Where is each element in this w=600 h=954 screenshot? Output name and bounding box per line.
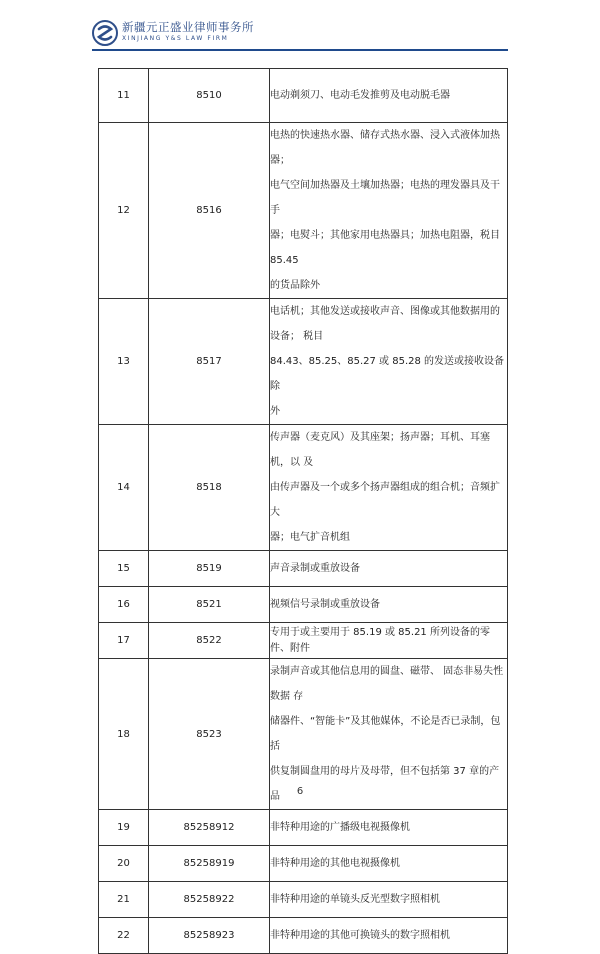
description-line: 声音录制或重放设备 (270, 562, 360, 574)
tariff-code: 85258923 (149, 918, 270, 954)
description-line: 电热的快速热水器、储存式热水器、浸入式液体加热器； (270, 130, 500, 166)
description-line: 非特种用途的单镜头反光型数字照相机 (270, 893, 440, 905)
description-line: 器；电熨斗；其他家用电热器具；加热电阻器，税目 85.45 (270, 230, 500, 266)
goods-description (270, 587, 508, 623)
goods-description (270, 425, 508, 551)
table-row (99, 551, 508, 587)
tariff-code: 8516 (149, 123, 270, 299)
row-number: 13 (99, 299, 149, 425)
goods-description (270, 810, 508, 846)
goods-description (270, 918, 508, 954)
table-row (99, 123, 508, 299)
description-line: 非特种用途的广播级电视摄像机 (270, 821, 410, 833)
tariff-code: 8510 (149, 69, 270, 123)
description-line: 外 (270, 406, 280, 417)
description-line: 器；电气扩音机组 (270, 532, 350, 543)
firm-name: 新疆元正盛业律师事务所 (122, 20, 254, 34)
tariff-code: 8521 (149, 587, 270, 623)
row-number: 18 (99, 659, 149, 810)
table-row (99, 299, 508, 425)
description-line: 供复制圆盘用的母片及母带，但不包括第 37 章的产品 (270, 766, 500, 802)
tariff-code: 8517 (149, 299, 270, 425)
row-number: 14 (99, 425, 149, 551)
row-number: 16 (99, 587, 149, 623)
row-number: 22 (99, 918, 149, 954)
row-number: 12 (99, 123, 149, 299)
table-row (99, 623, 508, 659)
letterhead (92, 18, 352, 48)
description-line: 电话机；其他发送或接收声音、图像或其他数据用的设备； 税目 (270, 306, 500, 342)
table-row (99, 846, 508, 882)
row-number: 19 (99, 810, 149, 846)
description-line: 非特种用途的其他电视摄像机 (270, 857, 400, 869)
tariff-code: 8518 (149, 425, 270, 551)
row-number: 21 (99, 882, 149, 918)
description-line: 电气空间加热器及土壤加热器；电热的理发器具及干手 (270, 180, 500, 216)
tariff-code: 8522 (149, 623, 270, 659)
table-row (99, 810, 508, 846)
goods-table (98, 68, 508, 954)
description-line: 录制声音或其他信息用的圆盘、磁带、 固态非易失性数据 存 (270, 666, 504, 702)
table-row (99, 587, 508, 623)
goods-description (270, 69, 508, 123)
row-number: 20 (99, 846, 149, 882)
row-number: 11 (99, 69, 149, 123)
description-line: 传声器（麦克风）及其座架；扬声器；耳机、耳塞机，以 及 (270, 432, 490, 468)
description-line: 电动剃须刀、电动毛发推剪及电动脱毛器 (270, 89, 450, 101)
page-number: 6 (296, 786, 304, 797)
row-number: 15 (99, 551, 149, 587)
tariff-code: 85258919 (149, 846, 270, 882)
description-line: 专用于或主要用于 85.19 或 85.21 所列设备的零件、附件 (270, 626, 490, 654)
goods-description (270, 623, 508, 659)
table-row (99, 918, 508, 954)
description-line: 84.43、85.25、85.27 或 85.28 的发送或接收设备除 (270, 356, 505, 392)
description-line: 的货品除外 (270, 280, 320, 291)
table-row (99, 882, 508, 918)
tariff-code: 8519 (149, 551, 270, 587)
table-row (99, 69, 508, 123)
firm-name-en: XINJIANG Y&S LAW FIRM (122, 35, 229, 42)
goods-description (270, 551, 508, 587)
goods-description (270, 846, 508, 882)
firm-logo-icon (92, 20, 118, 46)
row-number: 17 (99, 623, 149, 659)
goods-description (270, 299, 508, 425)
tariff-code: 85258922 (149, 882, 270, 918)
description-line: 由传声器及一个或多个扬声器组成的组合机；音频扩大 (270, 482, 500, 518)
description-line: 非特种用途的其他可换镜头的数字照相机 (270, 929, 450, 941)
goods-description (270, 123, 508, 299)
description-line: 储器件、“智能卡”及其他媒体，不论是否已录制，包括 (270, 716, 501, 752)
tariff-code: 8523 (149, 659, 270, 810)
table-row (99, 425, 508, 551)
description-line: 视频信号录制或重放设备 (270, 598, 380, 610)
header-divider (92, 49, 508, 51)
goods-description (270, 882, 508, 918)
tariff-code: 85258912 (149, 810, 270, 846)
